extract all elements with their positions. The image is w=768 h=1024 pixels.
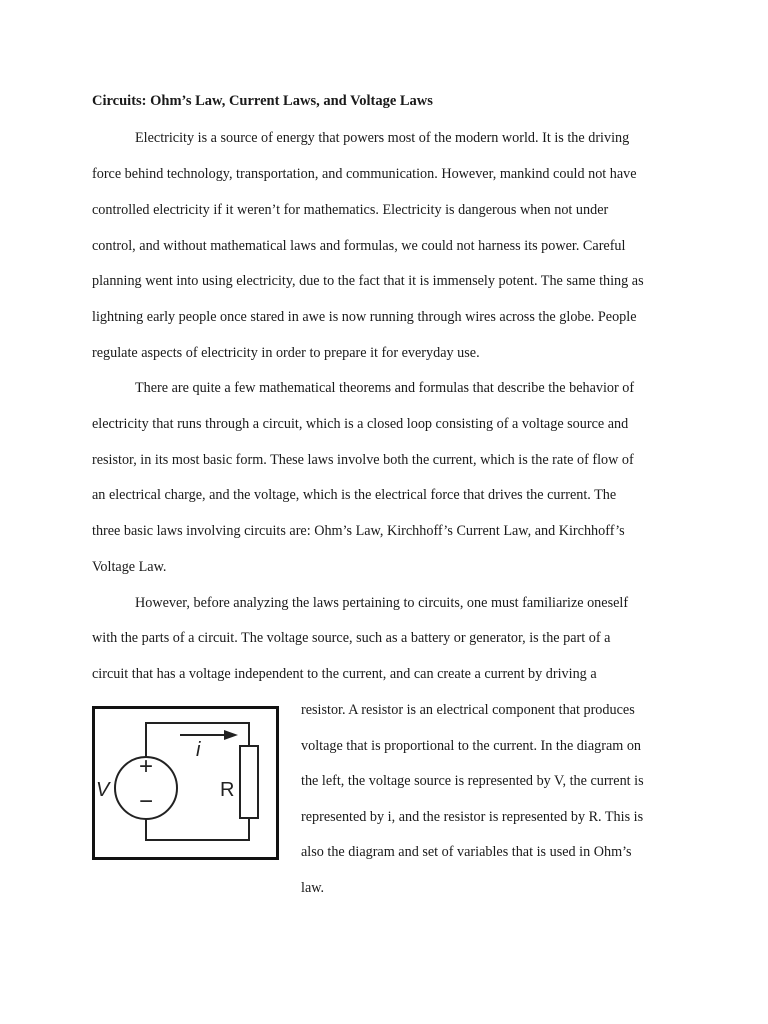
resistor-label: R [220,779,235,801]
plus-sign: + [138,753,154,780]
resistor-icon [240,746,258,818]
paragraph-line: planning went into using electricity, due to the fact that it is immensely potent. The same thing as [92,273,644,289]
circuit-diagram [92,706,279,860]
paragraph-line: law. [301,880,325,896]
paragraph-line: resistor. A resistor is an electrical component that produces [301,702,635,718]
paragraph-line: three basic laws involving circuits are: Ohm’s Law, Kirchhoff’s Current Law, and Kirchhoff’s [92,523,625,539]
minus-sign: − [138,788,154,815]
current-label: i [196,739,201,761]
page-title: Circuits: Ohm’s Law, Current Laws, and Voltage Laws [92,93,433,109]
paragraph-line: control, and without mathematical laws and formulas, we could not harness its power. Careful [92,238,626,254]
paragraph-line: also the diagram and set of variables that is used in Ohm’s [301,844,632,860]
paragraph-line: an electrical charge, and the voltage, which is the electrical force that drives the current. The [92,487,617,503]
paragraph-line: controlled electricity if it weren’t for mathematics. Electricity is dangerous when not under [92,202,609,218]
paragraph-line: However, before analyzing the laws pertaining to circuits, one must familiarize oneself [135,595,629,611]
paragraph-line: Voltage Law. [92,559,167,575]
paragraph-line: resistor, in its most basic form. These laws involve both the current, which is the rate of flow of [92,452,634,468]
voltage-label: V [96,779,110,801]
paragraph-line: force behind technology, transportation, and communication. However, mankind could not have [92,166,637,182]
paragraph-line: lightning early people once stared in awe is now running through wires across the globe. People [92,309,637,325]
paragraph-line: There are quite a few mathematical theorems and formulas that describe the behavior of [135,380,635,396]
paragraph-line: the left, the voltage source is represented by V, the current is [301,773,644,789]
paragraph-line: represented by i, and the resistor is represented by R. This is [301,809,644,825]
paragraph-line: regulate aspects of electricity in order to prepare it for everyday use. [92,345,480,361]
circuit-diagram-svg [92,706,279,860]
paragraph-line: voltage that is proportional to the current. In the diagram on [301,738,642,754]
paragraph-line: Electricity is a source of energy that powers most of the modern world. It is the driving [135,130,630,146]
paragraph-line: electricity that runs through a circuit, which is a closed loop consisting of a voltage source and [92,416,629,432]
paragraph-line: circuit that has a voltage independent to the current, and can create a current by driving a [92,666,597,682]
paragraph-line: with the parts of a circuit. The voltage source, such as a battery or generator, is the part of a [92,630,611,646]
